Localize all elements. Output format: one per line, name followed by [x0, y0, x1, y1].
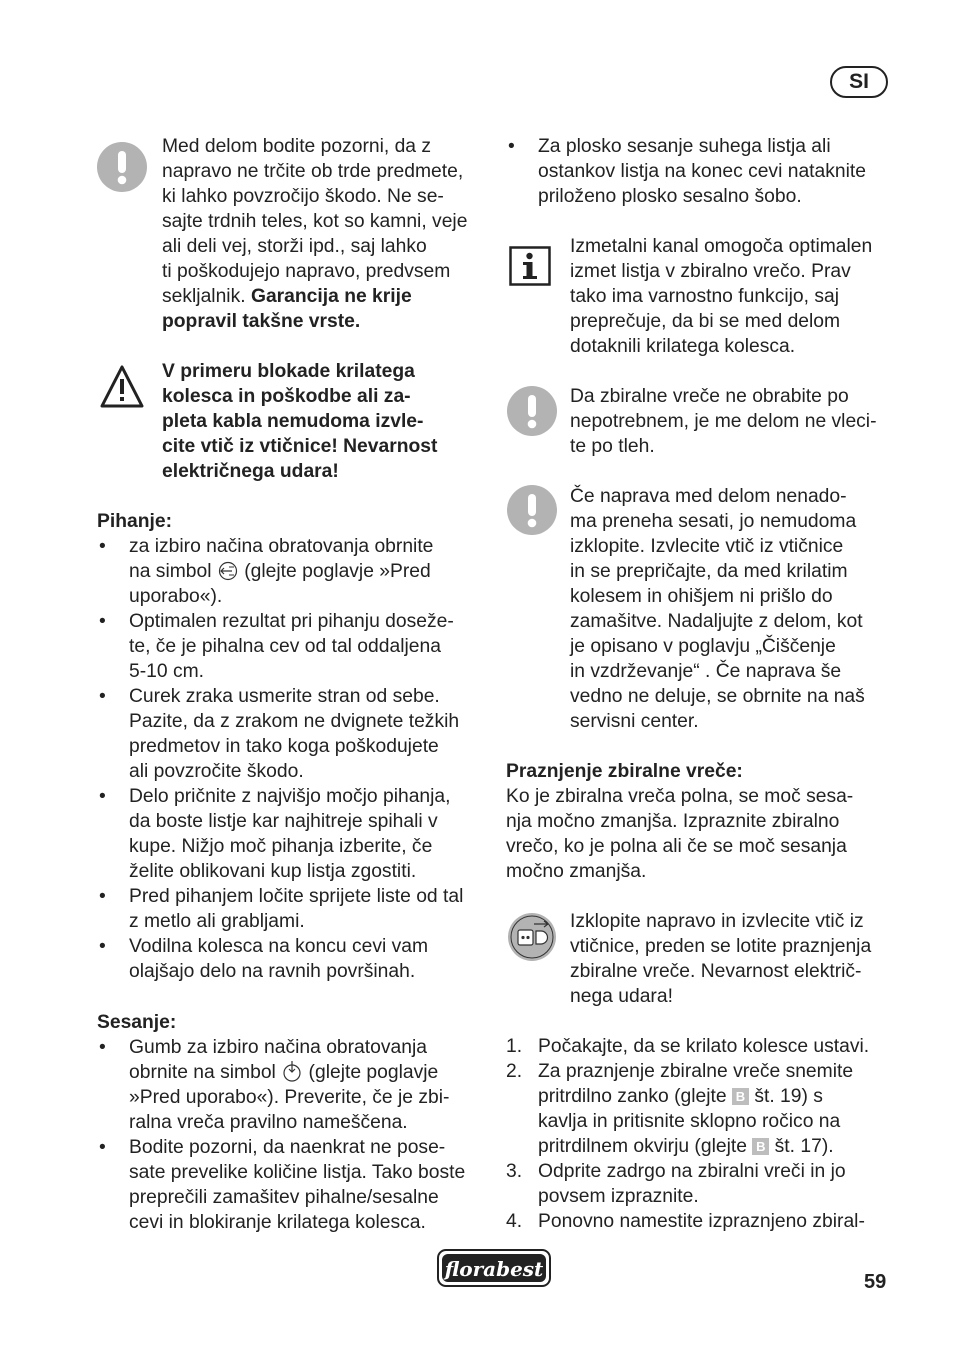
section-heading: Sesanje:: [97, 1012, 177, 1033]
unplug-icon: [507, 912, 557, 962]
brand-logo: [437, 1249, 551, 1287]
section-sesanje: [97, 1010, 492, 1235]
list-item: • Bodite pozorni, da naenkrat ne pose- sate prevelike količine listja. Tako boste preprečili zamašitev pihalne/sesalne cevi in blokiranje krilatega kolesca.: [97, 1135, 492, 1235]
list-item: 3. Odprite zadrgo na zbiralni vreči in jo povsem izpraznite.: [506, 1161, 846, 1207]
list-item: • Delo pričnite z najvišjo močjo pihanja, da boste listje kar najhitreje spihali v kupe. Nižjo moč pihanja izberite, če želite oblikovani kup listja zgostiti.: [97, 784, 492, 884]
warning-note-1: Med delom bodite pozorni, da z napravo ne trčite ob trde predmete, ki lahko povzročijo škodo. Ne se- sajte trdnih teles, kot so kamni, veje ali deli vej, storži ipd., saj lahko ti poškodujejo napravo, predvsem sekljalnik. Garancija ne krije popravil takšne vrste.: [162, 136, 468, 332]
section-praznjenje: Praznjenje zbiralne vreče: Ko je zbiralna vreča polna, se moč sesa- nja močno zmanjša. Izpraznite zbiralno vrečo, ko je polna ali če se moč sesanja močno zmanjša.: [506, 759, 901, 884]
emptying-steps: [506, 1034, 901, 1234]
list-item: • Za plosko sesanje suhega listja ali ostankov listja na konec cevi nataknite priloženo plosko sesalno šobo.: [506, 134, 901, 209]
list-item: • za izbiro načina obratovanja obrnite na simbol (glejte poglavje »Pred uporabo«).: [97, 534, 492, 609]
exclamation-icon: [507, 386, 557, 436]
list-item: 1. Počakajte, da se krilato kolesce ustavi.: [506, 1036, 870, 1057]
list-item: • Curek zraka usmerite stran od sebe. Pazite, da z zrakom ne dvignete težkih predmetov in tako koga poškodujete ali povzročite škodo.: [97, 684, 492, 784]
exclamation-icon: [97, 142, 147, 192]
list-item: • Optimalen rezultat pri pihanju doseže- te, če je pihalna cev od tal oddaljena 5-10 cm.: [97, 609, 492, 684]
list-item: 4. Ponovno namestite izpraznjeno zbiral-: [506, 1211, 865, 1232]
section-pihanje: [97, 509, 492, 984]
figure-ref-badge: B: [752, 1138, 769, 1155]
page-number: 59: [864, 1271, 887, 1293]
brand-logo-text: florabest: [444, 1257, 544, 1281]
list-item: 2. Za praznjenje zbiralne vreče snemite pritrdilno zanko (glejte B št. 19) s kavlja in pritisnite sklopno ročico na pritrdilnem okvirju (glejte B št. 17).: [506, 1061, 854, 1157]
danger-note: V primeru blokade krilatega kolesca in poškodbe ali za- pleta kabla nemudoma izvle- cite vtič iz vtičnice! Nevarnost električnega udara!: [162, 361, 438, 482]
warning-note-3: Če naprava med delom nenado- ma preneha sesati, jo nemudoma izklopite. Izvlecite vtič iz vtičnice in se prepričajte, da med krilatim kolesem in ohišjem ni prišlo do zamašitve. Nadaljujte z delom, kot je opisano v poglavju „Čiščenje in vzdrževanje“ . Če naprava še vedno ne deluje, se obrnite na naš servisni center.: [570, 486, 865, 732]
section-heading: Praznjenje zbiralne vreče:: [506, 761, 743, 782]
blow-mode-icon: [217, 561, 239, 581]
warning-note-2: Da zbiralne vreče ne obrabite po nepotrebnem, je me delom ne vleci- te po tleh.: [570, 386, 877, 457]
list-item: • Pred pihanjem ločite sprijete liste od tal z metlo ali grabljami.: [97, 884, 492, 934]
info-note: Izmetalni kanal omogoča optimalen izmet listja v zbiralno vrečo. Prav tako ima varnostno funkcijo, saj preprečuje, da bi se med delom dotaknili krilatega kolesca.: [570, 236, 873, 357]
language-badge: [830, 66, 888, 98]
nozzle-bullet: [506, 134, 901, 209]
list-item: • Vodilna kolesca na koncu cevi vam olajšajo delo na ravnih površinah.: [97, 934, 492, 984]
suction-mode-icon: [281, 1060, 303, 1082]
warning-triangle-icon: [99, 364, 145, 410]
exclamation-icon: [507, 485, 557, 535]
info-icon: [509, 246, 551, 286]
language-badge-label: SI: [849, 70, 869, 93]
figure-ref-badge: B: [732, 1088, 749, 1105]
section-heading: Pihanje:: [97, 511, 172, 532]
list-item: • Gumb za izbiro načina obratovanja obrnite na simbol (glejte poglavje »Pred uporabo«). Preverite, če je zbi- ralna vreča pravilno nameščena.: [97, 1035, 492, 1135]
unplug-note: Izklopite napravo in izvlecite vtič iz vtičnice, preden se lotite praznjenja zbiralne vreče. Nevarnost električ- nega udara!: [570, 911, 872, 1007]
